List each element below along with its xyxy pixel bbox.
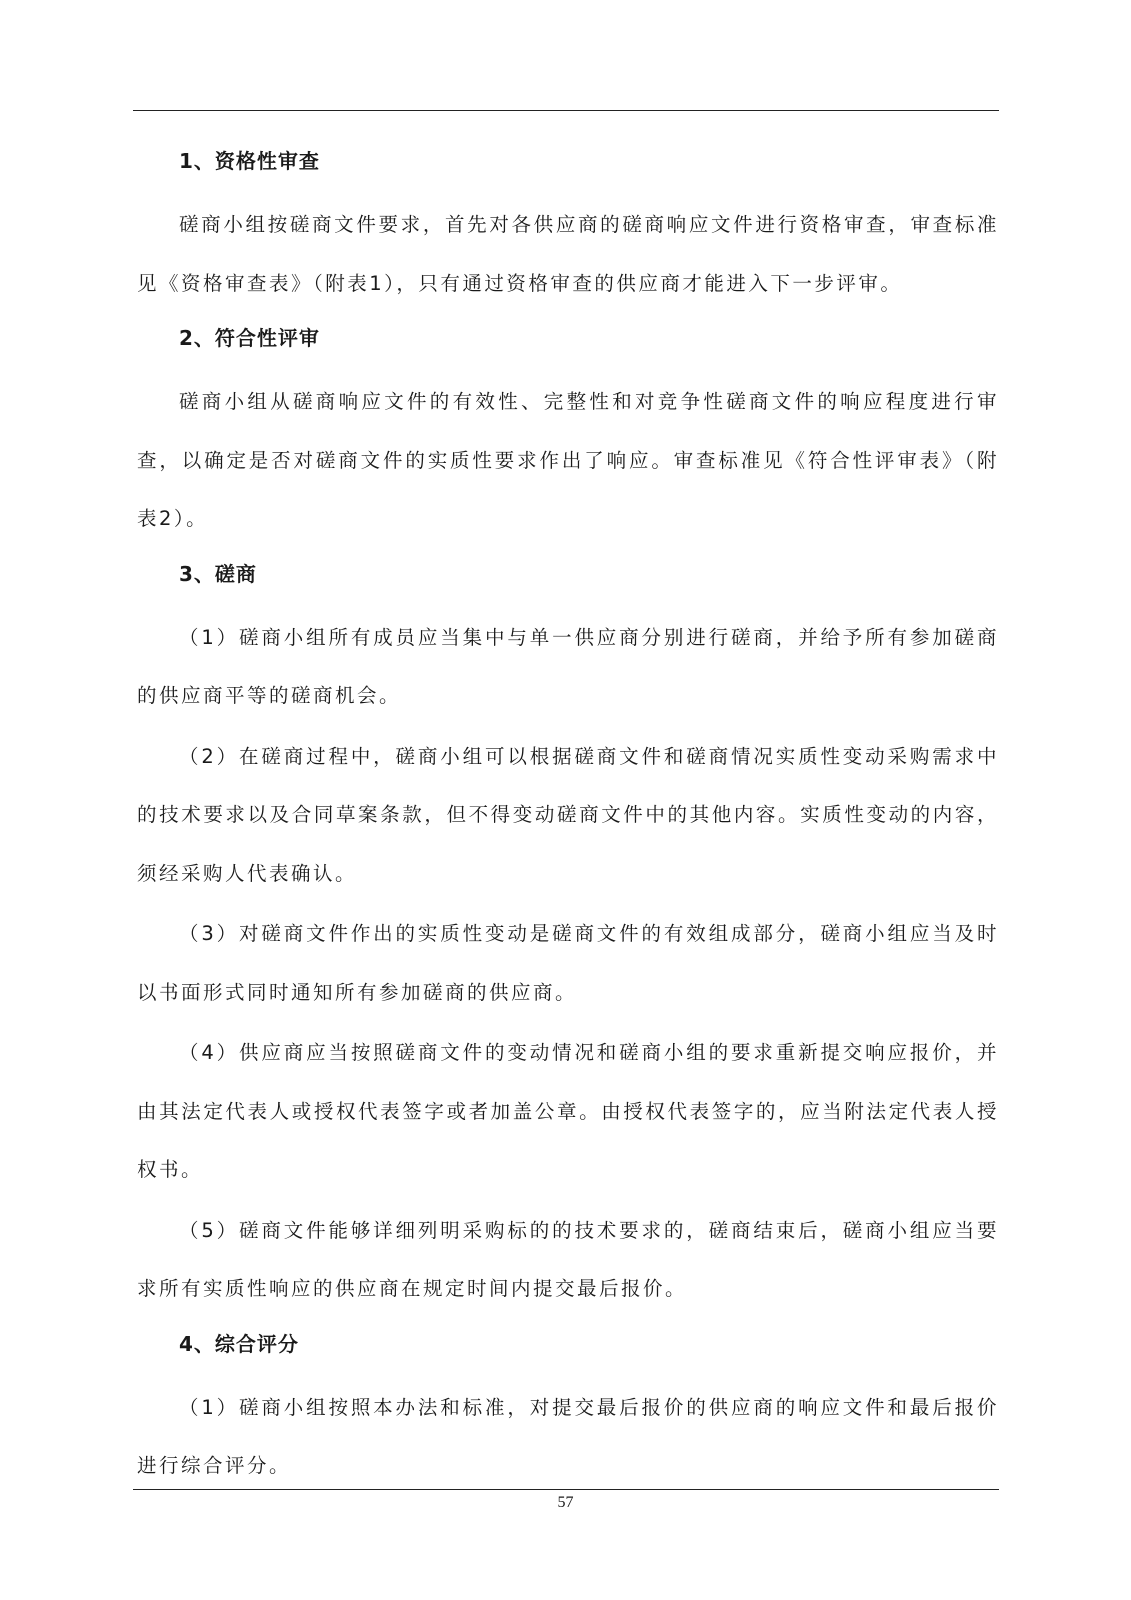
paragraph: （1）磋商小组按照本办法和标准，对提交最后报价的供应商的响应文件和最后报价进行综合评分。 (137, 1395, 999, 1477)
section-comprehensive-scoring (137, 1321, 999, 1496)
paragraph: 磋商小组从磋商响应文件的有效性、完整性和对竞争性磋商文件的响应程度进行审查，以确定是否对磋商文件的实质性要求作出了响应。审查标准见《符合性评审表》（附表2）。 (137, 390, 999, 530)
section-heading: 2、符合性评审 (179, 326, 320, 350)
section-heading: 4、综合评分 (179, 1331, 299, 1356)
section-negotiation (137, 551, 999, 1319)
document-body (137, 138, 999, 1498)
paragraph: （4）供应商应当按照磋商文件的变动情况和磋商小组的要求重新提交响应报价，并由其法定代表人或授权代表签字或者加盖公章。由授权代表签字的，应当附法定代表人授权书。 (137, 1041, 999, 1181)
page-number: 57 (557, 1494, 574, 1511)
footer-rule (133, 1489, 999, 1490)
section-heading: 3、磋商 (179, 561, 257, 586)
paragraph: （1）磋商小组所有成员应当集中与单一供应商分别进行磋商，并给予所有参加磋商的供应商平等的磋商机会。 (137, 625, 999, 707)
paragraph: （5）磋商文件能够详细列明采购标的的技术要求的，磋商结束后，磋商小组应当要求所有实质性响应的供应商在规定时间内提交最后报价。 (137, 1218, 999, 1300)
paragraph: （3）对磋商文件作出的实质性变动是磋商文件的有效组成部分，磋商小组应当及时以书面形式同时通知所有参加磋商的供应商。 (137, 922, 999, 1004)
paragraph: （2）在磋商过程中，磋商小组可以根据磋商文件和磋商情况实质性变动采购需求中的技术要求以及合同草案条款，但不得变动磋商文件中的其他内容。实质性变动的内容，须经采购人代表确认。 (137, 744, 999, 885)
section-heading: 1、资格性审查 (179, 149, 320, 173)
paragraph: 磋商小组按磋商文件要求，首先对各供应商的磋商响应文件进行资格审查，审查标准见《资格审查表》（附表1），只有通过资格审查的供应商才能进入下一步评审。 (137, 213, 999, 295)
section-conformity-review (137, 315, 999, 549)
header-rule (133, 110, 999, 111)
section-qualification-review (137, 138, 999, 313)
